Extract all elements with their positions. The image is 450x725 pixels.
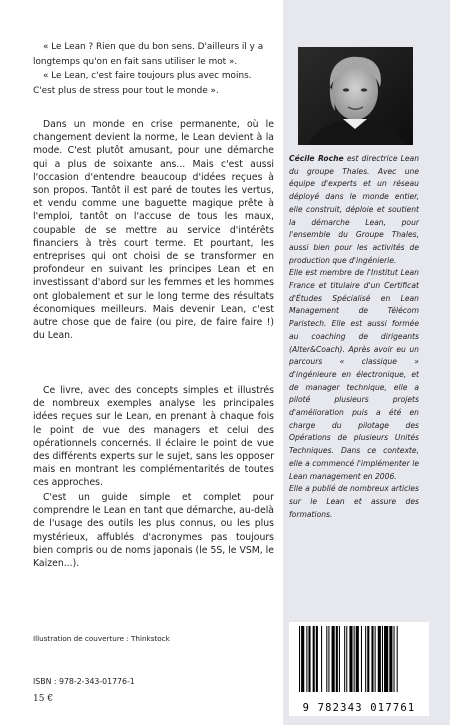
barcode-bar bbox=[339, 626, 340, 692]
description-paragraph-3 bbox=[33, 491, 274, 570]
barcode-bar bbox=[321, 626, 322, 692]
author-portrait-image bbox=[298, 47, 413, 145]
barcode-bar bbox=[332, 626, 335, 692]
quotes-block bbox=[33, 40, 274, 98]
barcode-bar bbox=[301, 626, 304, 692]
barcode-bar bbox=[306, 626, 307, 692]
barcode-bar bbox=[394, 626, 395, 692]
quote-2: « Le Lean, c'est faire toujours plus avec moins. C'est plus de stress pour tout le monde ». bbox=[33, 71, 252, 96]
barcode-bar bbox=[313, 626, 315, 692]
bio-intro-text: est directrice Lean du groupe Thales. Avec une équipe d'experts et un réseau déployé dans le monde entier, elle construit, déploie et soutient la démarche Lean, pour l'ensemble du Groupe Thales, aussi bien pour les activités de production que d'ingénierie. bbox=[289, 154, 420, 265]
barcode-bar bbox=[346, 626, 347, 692]
bio-paragraph-1 bbox=[289, 153, 419, 267]
isbn-barcode bbox=[289, 622, 429, 716]
barcode-number: 9 782343 017761 bbox=[302, 702, 416, 714]
author-name: Cécile Roche bbox=[289, 154, 344, 163]
paragraph-3-text: C'est un guide simple et complet pour comprendre le Lean en tant que démarche, au-delà de l'usage des outils les plus connus, ou les plus mystérieux, affublés d'acronymes pas toujours bien compris ou de noms japonais (le 5S, le VSM, le Kaizen...). bbox=[33, 492, 274, 570]
barcode-bar bbox=[356, 626, 359, 692]
barcode-bar bbox=[308, 626, 310, 692]
barcode-bar bbox=[382, 626, 383, 692]
bio-paragraph-2: Elle est membre de l'Institut Lean France et titulaire d'un Certificat d'Études Spécialisé en Lean Management de Télécom Paristech. Elle est aussi formée au coaching de dirigeants (Alter&Coach). Après avoir eu un parcours « classique » d'ingénieure en électronique, et de manager technique, elle a piloté plusieurs projets d'amélioration puis a été en charge du pilotage des Opérations de plusieurs Unités Techniques. Dans ce contexte, elle a commencé l'implémenter le Lean management en 2006. bbox=[289, 268, 419, 481]
barcode-bar bbox=[389, 626, 392, 692]
barcode-bar bbox=[336, 626, 338, 692]
barcode-bar bbox=[397, 626, 398, 692]
barcode-bar bbox=[328, 626, 329, 692]
barcode-bar bbox=[361, 626, 362, 692]
paragraph-1-text: Dans un monde en crise permanente, où le changement devient la norme, le Lean devient à la mode. C'est plutôt amusant, pour une démarche qui a plus de soixante ans... Mais c'est aussi l'occasion d'entendre beaucoup d'idées reçues à son propos. Tantôt il est paré de toutes les vertus, et vendu comme une baguette magique prête à l'emploi, tantôt on l'accuse de tous les maux, coupable de se mettre au service d'intérêts financiers à très court terme. Et pourtant, les entreprises qui ont choisi de se transformer en profondeur en suivant les principes Lean et en investissant d'abord sur les femmes et les hommes ont globalement et sur le long terme des résultats économiques meilleurs. Mais devenir Lean, c'est autre chose que de faire (ou pire, de faire faire !) du Lean. bbox=[33, 119, 274, 342]
barcode-bar bbox=[316, 626, 318, 692]
barcode-bars bbox=[289, 622, 429, 700]
bio-paragraph-3: Elle a publié de nombreux articles sur le Lean et assure des formations. bbox=[289, 484, 419, 519]
isbn-text: ISBN : 978-2-343-01776-1 bbox=[33, 677, 135, 686]
quote-1: « Le Lean ? Rien que du bon sens. D'ailleurs il y a longtemps qu'on en fait sans utiliser le mot ». bbox=[33, 42, 264, 67]
description-paragraph-1 bbox=[33, 118, 274, 342]
barcode-bar bbox=[365, 626, 366, 692]
paragraph-2-text: Ce livre, avec des concepts simples et illustrés de nombreux exemples analyse les principales idées reçues sur le Lean, en prenant à chaque fois le point de vue des managers et celui des opérationnels concernés. Il éclaire le point de vue des différents experts sur le sujet, sans les opposer mais en montrant les complémentarités de toutes ces approches. bbox=[33, 385, 274, 489]
barcode-bar bbox=[354, 626, 355, 692]
barcode-bar bbox=[367, 626, 369, 692]
barcode-bar bbox=[371, 626, 373, 692]
barcode-bar bbox=[375, 626, 376, 692]
barcode-bar bbox=[326, 626, 327, 692]
barcode-bar bbox=[349, 626, 352, 692]
price-text: 15 € bbox=[33, 694, 54, 704]
author-bio bbox=[289, 153, 419, 521]
author-photo bbox=[298, 47, 413, 145]
barcode-bar bbox=[299, 626, 300, 692]
barcode-bar bbox=[384, 626, 388, 692]
author-sidebar bbox=[283, 0, 450, 725]
barcode-bar bbox=[344, 626, 345, 692]
description-paragraph-2 bbox=[33, 384, 274, 490]
cover-illustration-credit: Illustration de couverture : Thinkstock bbox=[33, 634, 170, 643]
barcode-bar bbox=[378, 626, 381, 692]
